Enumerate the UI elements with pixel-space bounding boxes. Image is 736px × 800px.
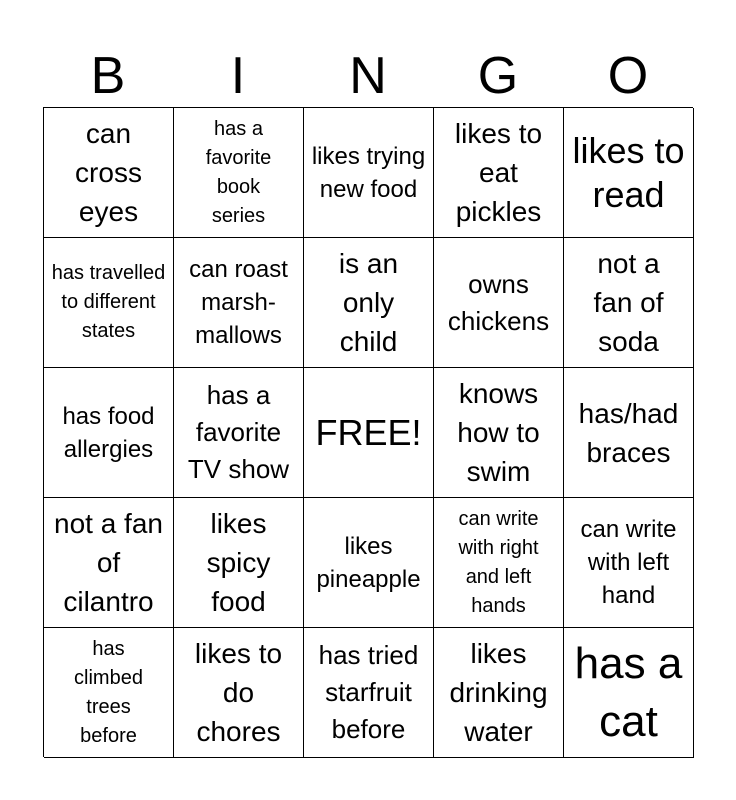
bingo-cell[interactable] (434, 498, 564, 628)
cell-text: has a cat (574, 638, 683, 746)
cell-text: can roast marsh-mallows (189, 256, 288, 349)
cell-text: owns chickens (447, 268, 550, 336)
bingo-cell[interactable] (304, 108, 434, 238)
bingo-cell[interactable] (434, 368, 564, 498)
header-letter-o: O (607, 47, 649, 105)
bingo-cell[interactable] (174, 498, 304, 628)
bingo-cell[interactable] (174, 108, 304, 238)
header-letter-g: G (477, 47, 519, 105)
bingo-cell[interactable] (564, 498, 694, 628)
cell-text: has a favorite book series (205, 117, 272, 227)
bingo-cell[interactable] (564, 108, 694, 238)
cell-text: likes spicy food (206, 508, 271, 617)
bingo-cell[interactable] (434, 108, 564, 238)
bingo-cell[interactable] (174, 368, 304, 498)
bingo-cell[interactable] (434, 628, 564, 758)
bingo-cell[interactable] (174, 238, 304, 368)
cell-text: has a favorite TV show (187, 380, 290, 484)
cell-text: likes pineapple (316, 532, 421, 593)
bingo-cell[interactable] (304, 238, 434, 368)
cell-text: can write with right and left hands (458, 507, 539, 617)
bingo-header (43, 44, 693, 108)
cell-text: is an only child (338, 248, 399, 357)
bingo-cell[interactable] (44, 498, 174, 628)
bingo-cell[interactable] (564, 238, 694, 368)
cell-text: likes drinking water (449, 638, 548, 747)
cell-text: not a fan of cilantro (54, 508, 163, 617)
bingo-grid (43, 107, 693, 757)
cell-text: has/had braces (578, 397, 679, 468)
cell-text: can write with left hand (580, 516, 677, 609)
bingo-cell[interactable] (564, 368, 694, 498)
cell-text: has tried starfruit before (318, 640, 419, 744)
bingo-cell[interactable] (434, 238, 564, 368)
bingo-cell[interactable] (564, 628, 694, 758)
cell-text: likes trying new food (311, 142, 426, 203)
cell-text: not a fan of soda (593, 248, 664, 357)
header-letter-n: N (349, 47, 387, 105)
header-letter-b: B (90, 47, 126, 105)
cell-text: likes to eat pickles (454, 118, 543, 227)
cell-text: has climbed trees before (74, 637, 143, 747)
bingo-cell[interactable] (44, 628, 174, 758)
bingo-cell[interactable] (44, 368, 174, 498)
bingo-cell (304, 368, 434, 498)
cell-text: likes to read (572, 129, 685, 215)
bingo-cell[interactable] (44, 238, 174, 368)
free-space-text: FREE! (315, 411, 422, 453)
bingo-cell[interactable] (44, 108, 174, 238)
cell-text: has travelled to different states (51, 262, 166, 342)
cell-text: knows how to swim (457, 378, 540, 487)
cell-text: has food allergies (62, 402, 155, 463)
bingo-cell[interactable] (304, 498, 434, 628)
bingo-cell[interactable] (174, 628, 304, 758)
bingo-cell[interactable] (304, 628, 434, 758)
cell-text: can cross eyes (75, 118, 142, 227)
cell-text: likes to do chores (194, 638, 283, 747)
header-letter-i: I (230, 47, 246, 105)
